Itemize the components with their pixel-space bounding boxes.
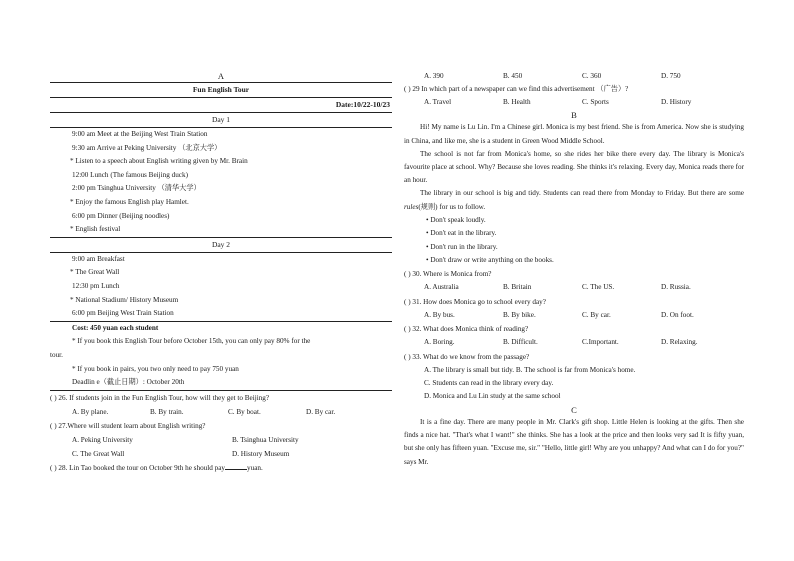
- question-33-option-ab: A. The library is small but tidy. B. The school is far from Monica's home.: [424, 365, 636, 374]
- option: B. By bike.: [503, 310, 536, 319]
- option: B. Health: [503, 98, 531, 106]
- option: D. 750: [661, 72, 681, 80]
- library-rules-list: [404, 214, 744, 268]
- rule-item: • Don't run in the library.: [426, 242, 498, 251]
- schedule-item: 2:00 pm Tsinghua University （清华大学）: [72, 184, 201, 193]
- question-31-options: [404, 309, 744, 322]
- option: A. Peking University: [72, 435, 133, 444]
- cost-info: [50, 322, 392, 390]
- question-32: ( ) 32. What does Monica think of reading?: [404, 325, 529, 334]
- option: A. By plane.: [72, 407, 109, 416]
- question-32-options: [404, 336, 744, 349]
- tour-date: Date:10/22-10/23: [50, 98, 392, 113]
- question-30: ( ) 30. Where is Monica from?: [404, 270, 492, 279]
- question-26-options: [50, 405, 392, 419]
- section-a-label: A: [217, 71, 225, 81]
- day1-schedule: [50, 128, 392, 238]
- rule-item: • Don't eat in the library.: [426, 229, 497, 238]
- deadline: Deadlin e（截止日期）: October 20th: [72, 378, 185, 387]
- option: B. Difficult.: [503, 338, 538, 347]
- schedule-item: * Enjoy the famous English play Hamlet.: [70, 197, 189, 206]
- passage-b-paragraph: Hi! My name is Lu Lin. I'm a Chinese girl. Monica is my best friend. She is from America. Now she is studying in China, and like me, she is a student in Green Wood Middle School.: [404, 123, 744, 145]
- tour-advertisement: [50, 82, 392, 391]
- section-c-label: C: [571, 404, 577, 415]
- question-27-options-cd: [50, 447, 392, 461]
- option: A. Boring.: [424, 338, 455, 347]
- option: D. History: [661, 98, 692, 106]
- option: B. Britain: [503, 283, 532, 292]
- question-33: ( ) 33. What do we know from the passage?: [404, 352, 530, 361]
- option: A. Travel: [424, 98, 452, 106]
- question-27-options-ab: [50, 433, 392, 447]
- schedule-item: 6:00 pm Beijing West Train Station: [50, 307, 392, 322]
- option: C. The US.: [582, 283, 615, 292]
- question-29: ( ) 29 In which part of a newspaper can we find this advertisement （广告）?: [404, 85, 629, 93]
- question-30-options: [404, 281, 744, 294]
- passage-b-paragraph: The library in our school is big and tidy. Students can read there from Monday to Friday. But there are some rules(规则) for us to follow.: [404, 189, 744, 211]
- question-28-stem: ( ) 28. Lin Tao booked the tour on October 9th he should pay: [50, 463, 226, 472]
- tour-title: Fun English Tour: [50, 83, 392, 98]
- passage-b-paragraph: The school is not far from Monica's home, so she rides her bike there every day. The library is Monica's favourite place at school. Why? Because she loves reading. She thinks it's relaxing. Every day, Monica reads there for an hour.: [404, 149, 744, 185]
- option: D. On foot.: [661, 310, 694, 319]
- schedule-item: 12:30 pm Lunch: [72, 281, 120, 290]
- question-33-option-d: D. Monica and Lu Lin study at the same school: [424, 392, 561, 401]
- option: A. 390: [424, 72, 444, 80]
- option: B. Tsinghua University: [232, 435, 299, 444]
- right-column: [404, 70, 744, 469]
- question-26: ( ) 26. If students join in the Fun English Tour, how will they get to Beijing?: [50, 393, 270, 402]
- option: C. By car.: [582, 310, 611, 319]
- option: A. By bus.: [424, 310, 455, 319]
- answer-blank[interactable]: [225, 461, 247, 470]
- question-28-options: [404, 70, 744, 82]
- cost-line: Cost: 450 yuan each student: [72, 323, 159, 332]
- questions-26-28: [50, 391, 392, 475]
- schedule-item: 9:00 am Breakfast: [72, 254, 125, 263]
- option: D. Relaxing.: [661, 338, 698, 347]
- cost-discount-cont: tour.: [50, 350, 63, 359]
- option: C. Sports: [582, 98, 609, 106]
- schedule-item: * English festival: [50, 223, 392, 238]
- option: D. History Museum: [232, 449, 290, 458]
- rules-word: rules: [404, 202, 419, 211]
- option: D. By car.: [306, 407, 336, 416]
- schedule-item: 9:30 am Arrive at Peking University （北京大学）: [72, 143, 222, 152]
- option: A. Australia: [424, 283, 459, 292]
- option: C. 360: [582, 72, 602, 80]
- question-27: ( ) 27.Where will student learn about English writing?: [50, 421, 206, 430]
- option: C. By boat.: [228, 407, 261, 416]
- option: B. 450: [503, 72, 523, 80]
- schedule-item: * Listen to a speech about English writing given by Mr. Brain: [70, 157, 248, 166]
- question-31: ( ) 31. How does Monica go to school every day?: [404, 297, 546, 306]
- day2-heading: Day 2: [50, 238, 392, 253]
- question-28-unit: yuan.: [247, 463, 263, 472]
- option: C. The Great Wall: [72, 449, 125, 458]
- passage-c-paragraph: It is a fine day. There are many people in Mr. Clark's gift shop. Little Helen is looking at the gifts. Then she finds a nice hat. "That's what I want!" she thinks. She has a look at the price and then looks very sad It is fifty yuan, but she only has fifteen yuan. "Excuse me, sir." "Hello, little girl! Why are you unhappy? And what can I do for you?" says Mr.: [404, 417, 744, 466]
- schedule-item: 9:00 am Meet at the Beijing West Train Station: [72, 130, 208, 138]
- question-33-option-c: C. Students can read in the library every day.: [424, 379, 554, 388]
- option: B. By train.: [150, 407, 184, 416]
- question-29-options: [404, 96, 744, 109]
- schedule-item: 12:00 Lunch (The famous Beijing duck): [72, 170, 188, 179]
- day2-schedule: [50, 253, 392, 322]
- left-column: [50, 70, 392, 475]
- schedule-item: * National Stadium/ History Museum: [70, 295, 179, 304]
- day1-heading: Day 1: [50, 113, 392, 128]
- cost-discount: * If you book this English Tour before October 15th, you can only pay 80% for the: [72, 337, 311, 346]
- section-b-label: B: [571, 110, 577, 121]
- option: D. Russia.: [661, 283, 691, 292]
- cost-pairs: * If you book in pairs, you two only need to pay 750 yuan: [72, 364, 239, 373]
- option: C.Important.: [582, 338, 619, 347]
- question-28: [50, 461, 392, 475]
- schedule-item: * The Great Wall: [70, 268, 120, 277]
- schedule-item: 6:00 pm Dinner (Beijing noodles): [72, 211, 170, 220]
- rule-item: • Don't speak loudly.: [426, 215, 486, 224]
- rule-item: • Don't draw or write anything on the books.: [426, 256, 554, 265]
